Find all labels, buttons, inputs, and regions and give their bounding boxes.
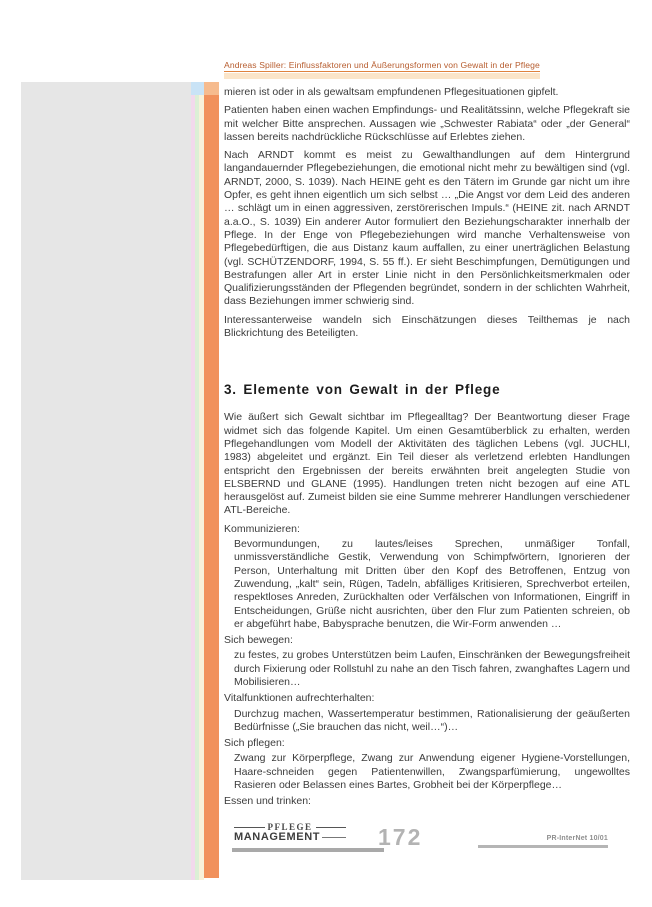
journal-logo xyxy=(234,822,346,843)
paragraph: Interessanterweise wandeln sich Einschätzungen dieses Teilthemas je nach Blickrichtung des Beteiligten. xyxy=(224,313,630,340)
atl-text-vitalfunktionen: Durchzug machen, Wassertemperatur bestimmen, Rationalisierung der geäußerten Bedürfnisse („Sie brauchen das nicht, weil…“)… xyxy=(234,707,630,733)
logo-rule-left xyxy=(234,827,265,828)
journal-name-management: MANAGEMENT xyxy=(234,831,321,843)
running-head-title: Andreas Spiller: Einflussfaktoren und Äußerungsformen von Gewalt in der Pflege xyxy=(224,60,540,70)
atl-label-essen-trinken: Essen und trinken: xyxy=(224,795,311,808)
paragraph: mieren ist oder in als gewaltsam empfundenen Pflegesituationen gipfelt. xyxy=(224,86,559,98)
atl-label-sich-bewegen: Sich bewegen: xyxy=(224,634,293,647)
corner-light-orange-square xyxy=(204,82,219,95)
article-column xyxy=(224,55,630,811)
issue-block xyxy=(478,835,608,848)
section-heading: 3. Elemente von Gewalt in der Pflege xyxy=(224,382,501,398)
logo-rule-right xyxy=(316,827,347,828)
atl-text-sich-bewegen: zu festes, zu grobes Unterstützen beim Laufen, Einschränken der Bewegungsfreiheit durch Fixierung oder Rollstuhl zu nahe an den Tisch fahren, zwanghaftes Lagern und Mobilisieren… xyxy=(234,649,630,688)
running-head xyxy=(224,60,540,79)
issue-label: PR-InterNet 10/01 xyxy=(546,835,608,842)
atl-text-kommunizieren: Bevormundungen, zu lautes/leises Sprechen, unmäßiger Tonfall, unmissverständliche Gestik, Verwendung von Schimpfwörtern, Ignorieren der Person, Unterhaltung mit Dritten über den Kopf des Betroffenen, Entzug von Zuwendung, „kalt“ sein, Rügen, Tadeln, abfälliges Kritisieren, Sprechverbot erteilen, respektloses Anreden, Zurückhalten oder Verfälschen von Informationen, Eingriff in Entscheidungen, Grüße nicht ausrichten, über den Flur zum Patienten schreien, ob er abgeführt habe, Babysprache benutzen, die Wir-Form anwenden … xyxy=(234,538,630,630)
atl-label-sich-pflegen: Sich pflegen: xyxy=(224,737,285,750)
issue-underline-bar xyxy=(478,845,608,848)
logo-rule-extension xyxy=(322,837,346,838)
atl-label-kommunizieren: Kommunizieren: xyxy=(224,522,300,535)
corner-blue-square xyxy=(191,82,204,95)
page-number: 172 xyxy=(378,824,423,850)
journal-name-pflege: PFLEGE xyxy=(267,822,313,832)
running-head-highlight-band xyxy=(224,73,540,79)
accent-orange-bar xyxy=(204,95,219,878)
atl-text-sich-pflegen: Zwang zur Körperpflege, Zwang zur Anwendung eigener Hygiene-Vorstellungen, Haare-schneiden gegen Patientenwillen, Zwangsparfümierung, ungewolltes Rasieren oder Belassen eines Bartes, Grobheit bei der Körperpflege… xyxy=(234,752,630,792)
page-footer xyxy=(224,822,630,862)
journal-logo-line2 xyxy=(234,831,346,843)
left-margin-panel xyxy=(21,82,191,880)
atl-label-vitalfunktionen: Vitalfunktionen aufrechterhalten: xyxy=(224,692,375,705)
paragraph: Patienten haben einen wachen Empfindungs- und Realitätssinn, welche Pflegekraft sie mit welcher Bitte ansprechen. Aussagen wie „Schwester Rabiata“ oder „der General“ lassen bereits nachdrückliche Rückschlüsse auf Erlebtes ziehen. xyxy=(224,104,630,143)
section-intro-paragraph: Wie äußert sich Gewalt sichtbar im Pflegealltag? Der Beantwortung dieser Frage widmet sich das folgende Kapitel. Um einen Gesamtüberblick zu erhalten, werden Pflegehandlungen vom Modell der Aktivitäten des täglichen Lebens (vgl. JUCHLI, 1983) abgeleitet und ergänzt. Ein Teil dieser als verletzend erlebten Handlungen entspricht den Ergebnissen der bereits erwähnten breit angelegten Studie von ELSBERND und GLANE (1995). Handlungen treten nicht bezogen auf eine ATL herausgelöst auf. Zumeist bilden sie eine Summe mehrerer Handlungen verschiedener ATL-Bereiche. xyxy=(224,411,630,517)
article-body xyxy=(224,86,630,809)
paragraph: Nach ARNDT kommt es meist zu Gewalthandlungen auf dem Hintergrund langandauernder Pflegebeziehungen, die emotional nicht mehr zu bewältigen sind (vgl. ARNDT, 2000, S. 1039). Nach HEINE geht es den Tätern im Grunde gar nicht um ihre Opfer, es geht ihnen eigentlich um sich selbst … „Die Angst vor dem Leid des anderen … schlägt um in einen aggressiven, zerstörerischen Impuls.“ (HEINE zit. nach ARNDT a.a.O., S. 1039) Ein anderer Autor formuliert den Beziehungscharakter innerhalb der Pflege. In der Enge von Pflegebeziehungen wird manche Verhaltensweise von Pflegebedürftigen, die aus Distanz kaum auffallen, zu einer unerträglichen Belastung (vgl. SCHÜTZENDORF, 1994, S. 55 ff.). Er sieht Beschimpfungen, Demütigungen und Bestrafungen aller Art in erster Linie nicht in den Persönlichkeitsmerkmalen oder Qualifizierungsständen der Pflegenden begründet, sondern in der schlichten Wahrheit, dass Beziehungen immer schwierig sind. xyxy=(224,149,630,308)
logo-underline-bar xyxy=(232,848,384,852)
